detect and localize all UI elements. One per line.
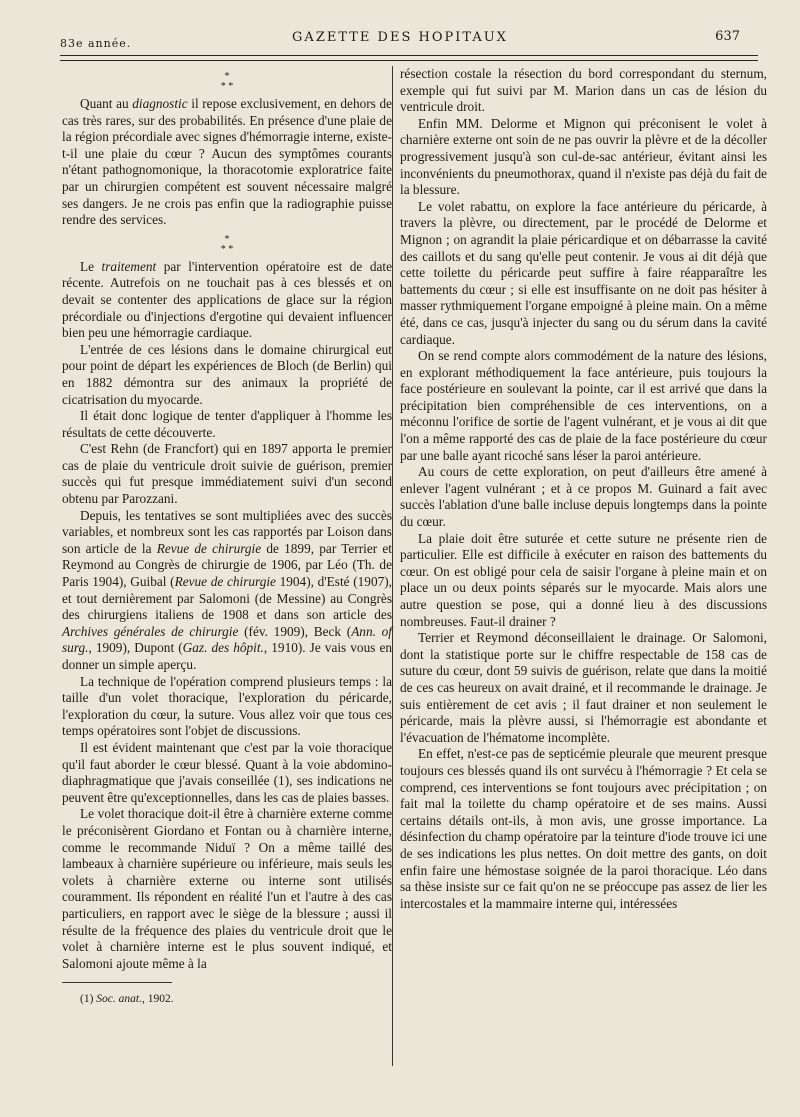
paragraph: Au cours de cette exploration, on peut d'ailleurs être amené à enlever l'agent vulnérant ; et à ce propos M. Guinard a fait avec succès l'ablation d'une balle incluse depuis longtemps dans la pointe du cœur. xyxy=(400,464,767,530)
paragraph: C'est Rehn (de Francfort) qui en 1897 apporta le premier cas de plaie du ventricule droit suivie de guérison, premier succès qui fut presque immédiatement suivi d'un second obtenu par Parozzani. xyxy=(62,441,392,507)
paragraph: Il est évident maintenant que c'est par la voie thoracique qu'il faut aborder le cœur blessé. Quant à la voie abdomino-diaphragmatique que j'avais conseillée (1), ses indications ne peuvent être qu'exceptionnelles, dans les cas de plaies basses. xyxy=(62,739,392,805)
right-column xyxy=(400,66,767,912)
header-rule-thin xyxy=(60,60,758,61)
paragraph: La plaie doit être suturée et cette suture ne présente rien de particulier. Elle est difficile à exécuter en raison des battements du cœur. On est obligé pour cela de saisir l'organe à pleine main et on place un ou deux points séparés sur le myocarde. Mais alors une autre question se pose, qui a donné lieu à des discussions nombreuses. Faut-il drainer ? xyxy=(400,530,767,629)
footnote-rule xyxy=(62,982,172,983)
paragraph: Le volet thoracique doit-il être à charnière externe comme le préconisèrent Giordano et Fontan ou à charnière interne, comme le recommande Niduï ? On a même taillé des lambeaux à charnière supérieure ou inférieure, mais seuls les volets à charnière externe ou interne sont utilisés couramment. Ils répondent en réalité l'un et l'autre à des cas particuliers, en rapport avec le siège de la blessure ; aussi il résulte de la fréquence des plaies du ventricule droit que le volet à charnière interne est le plus souvent indiqué, et Salomoni ajoute même à la xyxy=(62,806,392,971)
paragraph: Le volet rabattu, on explore la face antérieure du péricarde, à travers la plèvre, ou directement, par le procédé de Delorme et Mignon ; on agrandit la plaie péricardique et on débarrasse la cavité des caillots et du sang qu'elle peut contenir. Je vous ai dit déjà que cette toilette du péricarde peut suffire à faire réapparaître les battements du cœur ; si elle est insuffisante on ne doit pas hésiter à masser rythmiquement l'organe empoigné à pleine main. On a même été, dans ce cas, jusqu'à injecter du sang ou du sérum dans la cavité cardiaque. xyxy=(400,198,767,347)
section-stars: * * * xyxy=(220,233,234,255)
page-number: 637 xyxy=(715,29,740,44)
section-stars: * * * xyxy=(220,71,234,92)
issue-label: 83e année. xyxy=(60,37,132,50)
footnote: (1) Soc. anat., 1902. xyxy=(80,993,174,1006)
column-divider xyxy=(392,66,393,1066)
header-rule xyxy=(60,55,758,56)
paragraph: résection costale la résection du bord correspondant du sternum, exemple qui fut suivi par M. Marion dans un cas de lésion du ventricule droit. xyxy=(400,66,767,115)
paragraph: On se rend compte alors commodément de la nature des lésions, en explorant méthodiquement la face antérieure, puis toujours la face postérieure en soulevant la pointe, car il est arrivé que dans la précipitation bien compréhensible de ces interventions, on a méconnu l'orifice de sortie de l'agent vulnérant, et je vous ai dit que l'on a même rapporté des cas de plaie de la face postérieure du cœur par une balle ayant ricoché sans léser la paroi antérieure. xyxy=(400,348,767,463)
paragraph: Il était donc logique de tenter d'appliquer à l'homme les résultats de cette découverte. xyxy=(62,408,392,440)
paragraph: La technique de l'opération comprend plusieurs temps : la taille d'un volet thoracique, l'exploration du péricarde, l'exploration du cœur, la suture. Vous allez voir que tous ces temps opératoires sont l'objet de discussions. xyxy=(62,673,392,739)
paragraph: Terrier et Reymond déconseillaient le drainage. Or Salomoni, dont la statistique porte sur le chiffre respectable de 158 cas de suture du cœur, dont 59 suivis de guérison, relate que dans la moitié de ces cas heureux on avait drainé, et il recommande le drainage. Je suis entièrement de cet avis ; il faut drainer et non seulement le péricarde, mais la plèvre aussi, si l'hémorragie est abondante et l'évacuation de l'hématome incomplète. xyxy=(400,630,767,745)
left-column xyxy=(62,66,392,1008)
paragraph-diagnostic: Quant au diagnostic il repose exclusivement, en dehors de cas très rares, sur des probabilités. En présence d'une plaie de la région précordiale avec signes d'hémorragie interne, existe-t-il une plaie du cœur ? Aucun des symptômes courants n'étant pathognomonique, la thoracotomie exploratrice faite par un chirurgien compétent est souvent nécessaire malgré ses dangers. Je ne crois pas enfin que la radiographie puisse rendre des services. xyxy=(62,96,392,228)
paragraph: En effet, n'est-ce pas de septicémie pleurale que meurent presque toujours ces blessés quand ils ont survécu à l'hémorragie ? Et cela se comprend, ces interventions se font toujours avec précipitation ; on fait mal la toilette du champ opératoire et de ses mains. Aussi certains détails ont-ils, à mon avis, une grosse importance. La désinfection du champ opératoire par la teinture d'iode trouve ici une de ses indications les plus nettes. On doit mettre des gants, on doit enfin faire une hémostase soignée de la paroi thoracique. Léo dans sa thèse insiste sur ce fait qu'on ne se préoccupe pas assez de lier les intercostales et la mammaire interne qui, intéressées xyxy=(400,746,767,911)
paragraph-references: Depuis, les tentatives se sont multipliées avec des succès variables, et nombreux sont les cas rapportés par Loison dans son article de la Revue de chirurgie de 1899, par Terrier et Reymond au Congrès de chirurgie de 1906, par Léo (Th. de Paris 1904), Guibal (Revue de chirurgie 1904), d'Esté (1907), et tout dernièrement par Salomoni (de Messine) au Congrès des chirurgiens italiens de 1908 et dans son article des Archives générales de chirurgie (fév. 1909), Beck (Ann. of surg., 1909), Dupont (Gaz. des hôpit., 1910). Je vais vous en donner un simple aperçu. xyxy=(62,507,393,672)
paragraph-traitement: Le traitement par l'intervention opératoire est de date récente. Autrefois on ne touchait pas à ces blessés et on devait se contenter des applications de glace sur la région précordiale ou d'injections d'ergotine qui devaient influencer bien peu une hémorragie cardiaque. xyxy=(62,258,392,341)
page-title: GAZETTE DES HOPITAUX xyxy=(292,30,508,45)
paragraph: Enfin MM. Delorme et Mignon qui préconisent le volet à charnière externe ont soin de ne pas ouvrir la plèvre et de la décoller progressivement jusqu'à son cul-de-sac antérieur, évitant ainsi les inconvénients du pneumothorax, quand il n'existe pas déjà du fait de la blessure. xyxy=(400,115,767,198)
paragraph: L'entrée de ces lésions dans le domaine chirurgical eut pour point de départ les expériences de Bloch (de Berlin) qui en 1882 démontra sur des animaux la propriété de cicatrisation du myocarde. xyxy=(62,341,392,407)
